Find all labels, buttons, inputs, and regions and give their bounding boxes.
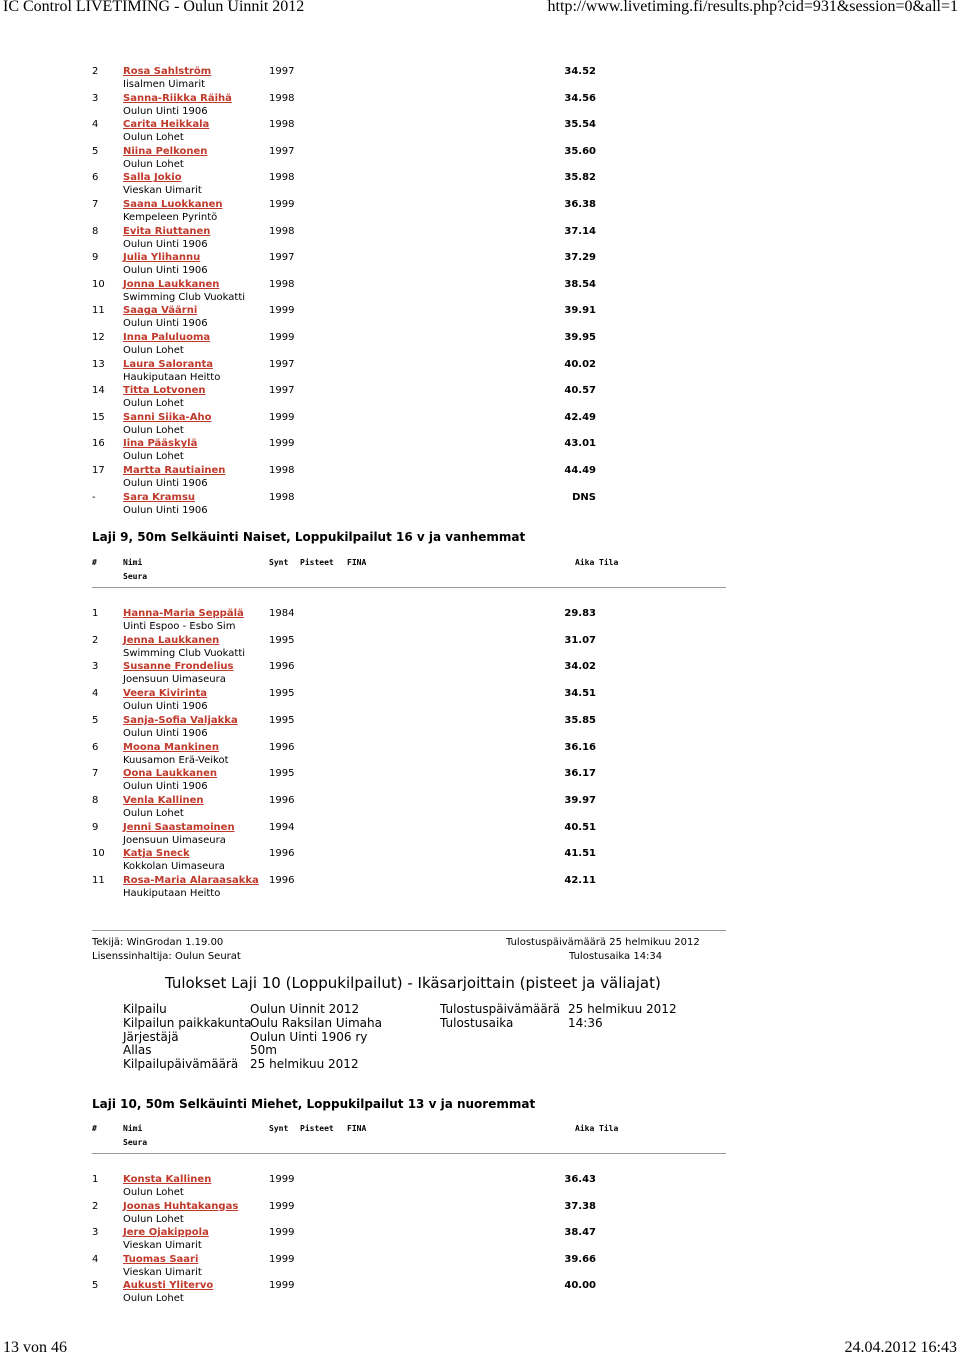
rank: 12: [92, 332, 105, 343]
result-row: [0, 491, 960, 504]
column-name: Nimi: [123, 558, 143, 567]
birth-year: 1999: [269, 1200, 295, 1212]
rank: 10: [92, 848, 105, 860]
result-time: 34.51: [564, 688, 596, 700]
birth-year: 1998: [269, 225, 295, 237]
column-synt: Synt: [269, 1124, 289, 1133]
rank: 10: [92, 278, 105, 290]
result-row: [0, 278, 960, 291]
column-synt: Synt: [269, 558, 289, 567]
result-time: 40.02: [564, 358, 596, 370]
rank: 5: [92, 1280, 99, 1292]
page-counter: 13 von 46: [3, 1339, 67, 1356]
result-time: 40.57: [564, 385, 596, 397]
rank: 3: [92, 92, 99, 104]
birth-year: 1996: [269, 875, 295, 886]
athlete-link[interactable]: Saana Luokkanen: [123, 199, 223, 210]
birth-year: 1999: [269, 411, 295, 423]
result-time: 29.83: [564, 608, 596, 619]
club-name: Oulun Lohet: [123, 1293, 184, 1305]
birth-year: 1994: [269, 821, 295, 833]
result-row: [0, 145, 960, 158]
club-name: Haukiputaan Heitto: [123, 888, 221, 899]
athlete-link[interactable]: Veera Kivirinta: [123, 688, 208, 700]
athlete-link[interactable]: Hanna-Maria Seppälä: [123, 608, 244, 619]
print-date-text: Tulostuspäivämäärä 25 helmikuu 2012: [506, 937, 700, 948]
club-name: Oulun Lohet: [123, 424, 184, 436]
result-row: [0, 118, 960, 131]
rank: 1: [92, 608, 99, 619]
result-time: 39.91: [564, 305, 596, 317]
result-time: 40.00: [564, 1280, 596, 1292]
club-name: Oulun Uinti 1906: [123, 238, 208, 250]
print-time-text: Tulostusaika 14:34: [569, 951, 663, 962]
birth-year: 1995: [269, 688, 295, 700]
athlete-link[interactable]: Susanne Frondelius: [123, 661, 234, 673]
result-time: 44.49: [564, 465, 596, 476]
section-title: Laji 9, 50m Selkäuinti Naiset, Loppukilpailut 16 v ja vanhemmat: [92, 530, 526, 544]
club-name: Oulun Uinti 1906: [123, 727, 208, 739]
result-row: [0, 1200, 960, 1213]
club-name: Oulun Lohet: [123, 451, 184, 463]
result-row: [0, 660, 960, 673]
result-row: [0, 251, 960, 264]
birth-year: 1998: [269, 278, 295, 290]
info-label: Allas: [123, 1043, 152, 1057]
athlete-link[interactable]: Martta Rautiainen: [123, 465, 226, 476]
athlete-link[interactable]: Katja Sneck: [123, 848, 190, 860]
result-time: 31.07: [564, 634, 596, 646]
result-time: DNS: [572, 491, 596, 503]
result-time: 43.01: [564, 438, 596, 450]
athlete-link[interactable]: Carita Heikkala: [123, 119, 210, 131]
header-rule: [92, 587, 726, 588]
birth-year: 1997: [269, 66, 295, 77]
birth-year: 1984: [269, 608, 295, 619]
athlete-link[interactable]: Sanni Siika-Aho: [123, 411, 212, 423]
divider: [92, 930, 726, 931]
result-row: [0, 1279, 960, 1292]
birth-year: 1999: [269, 1253, 295, 1265]
result-row: [0, 767, 960, 780]
info-value: Oulu Raksilan Uimaha: [250, 1016, 382, 1030]
result-row: [0, 464, 960, 477]
rank: 4: [92, 1253, 99, 1265]
result-row: [0, 384, 960, 397]
rank: 2: [92, 634, 99, 646]
athlete-link[interactable]: Venla Kallinen: [123, 794, 204, 806]
athlete-link[interactable]: Salla Jokio: [123, 172, 182, 184]
rank: 3: [92, 661, 99, 673]
athlete-link[interactable]: Sanja-Sofia Valjakka: [123, 714, 238, 726]
athlete-link[interactable]: Jenni Saastamoinen: [123, 821, 235, 833]
info-value: 25 helmikuu 2012: [568, 1002, 677, 1016]
info-label: Kilpailu: [123, 1002, 167, 1016]
result-time: 36.38: [564, 199, 596, 210]
result-row: [0, 225, 960, 238]
info-value: Oulun Uinnit 2012: [250, 1002, 360, 1016]
results-heading: Tulokset Laji 10 (Loppukilpailut) - Ikäsarjoittain (pisteet ja väliajat): [165, 974, 661, 992]
column-fina: FINA: [347, 1124, 367, 1133]
column-aika: Aika: [575, 558, 595, 567]
rank: 11: [92, 305, 105, 317]
browser-title: IC Control LIVETIMING - Oulun Uinnit 2012: [3, 0, 305, 15]
birth-year: 1999: [269, 332, 295, 343]
result-row: [0, 874, 960, 887]
result-row: [0, 198, 960, 211]
result-time: 38.47: [564, 1227, 596, 1239]
result-time: 35.54: [564, 119, 596, 131]
birth-year: 1998: [269, 172, 295, 184]
club-name: Joensuun Uimaseura: [123, 834, 226, 846]
athlete-link[interactable]: Julia Ylihannu: [123, 252, 201, 264]
athlete-link[interactable]: Joonas Huhtakangas: [123, 1200, 239, 1212]
result-row: [0, 607, 960, 620]
browser-url: http://www.livetiming.fi/results.php?cid=931&session=0&all=1: [547, 0, 958, 15]
birth-year: 1996: [269, 848, 295, 860]
athlete-link[interactable]: Niina Pelkonen: [123, 145, 208, 157]
birth-year: 1998: [269, 491, 295, 503]
birth-year: 1999: [269, 305, 295, 317]
athlete-link[interactable]: Sanna-Riikka Räihä: [123, 92, 232, 104]
birth-year: 1996: [269, 741, 295, 753]
birth-year: 1999: [269, 1280, 295, 1292]
result-time: 37.29: [564, 252, 596, 264]
column-pisteet: Pisteet: [300, 558, 334, 567]
result-row: [0, 794, 960, 807]
result-row: [0, 1253, 960, 1266]
athlete-link[interactable]: Inna Paluluoma: [123, 332, 211, 343]
result-row: [0, 634, 960, 647]
result-time: 39.95: [564, 332, 596, 343]
result-row: [0, 92, 960, 105]
licensee-text: Lisenssinhaltija: Oulun Seurat: [92, 951, 241, 962]
club-name: Oulun Uinti 1906: [123, 265, 208, 277]
club-name: Oulun Uinti 1906: [123, 504, 208, 516]
birth-year: 1999: [269, 199, 295, 210]
column-name: Nimi: [123, 1124, 143, 1133]
result-row: [0, 358, 960, 371]
club-name: Kuusamon Erä-Veikot: [123, 754, 229, 766]
result-row: [0, 331, 960, 344]
info-value: 50m: [250, 1043, 277, 1057]
column-hash: #: [92, 1124, 97, 1133]
club-name: Oulun Uinti 1906: [123, 105, 208, 117]
rank: 7: [92, 199, 99, 210]
rank: 4: [92, 688, 99, 700]
club-name: Oulun Lohet: [123, 398, 184, 410]
result-row: [0, 847, 960, 860]
athlete-link[interactable]: Konsta Kallinen: [123, 1174, 212, 1185]
birth-year: 1998: [269, 465, 295, 476]
info-label: Tulostuspäivämäärä: [440, 1002, 561, 1016]
athlete-link[interactable]: Moona Mankinen: [123, 741, 219, 753]
rank: 17: [92, 465, 105, 476]
rank: 6: [92, 172, 99, 184]
result-time: 34.52: [564, 66, 596, 77]
athlete-link[interactable]: Tuomas Saari: [123, 1253, 199, 1265]
rank: 5: [92, 145, 99, 157]
rank: 4: [92, 119, 99, 131]
club-name: Iisalmen Uimarit: [123, 79, 206, 90]
rank: 15: [92, 411, 105, 423]
birth-year: 1999: [269, 438, 295, 450]
athlete-link[interactable]: Rosa Sahlström: [123, 66, 212, 77]
club-name: Swimming Club Vuokatti: [123, 647, 246, 659]
athlete-link[interactable]: Jonna Laukkanen: [123, 278, 220, 290]
club-name: Vieskan Uimarit: [123, 185, 202, 197]
athlete-link[interactable]: Rosa-Maria Alaraasakka: [123, 875, 259, 886]
birth-year: 1996: [269, 661, 295, 673]
rank: 6: [92, 741, 99, 753]
birth-year: 1999: [269, 1174, 295, 1185]
result-row: [0, 1226, 960, 1239]
rank: 11: [92, 875, 105, 886]
result-row: [0, 304, 960, 317]
print-timestamp: 24.04.2012 16:43: [844, 1339, 957, 1356]
result-time: 35.82: [564, 172, 596, 184]
column-tila: Tila: [599, 558, 619, 567]
info-label: Kilpailun paikkakunta: [123, 1016, 252, 1030]
result-time: 37.38: [564, 1200, 596, 1212]
result-time: 42.49: [564, 411, 596, 423]
header-rule: [92, 1153, 726, 1154]
column-seura: Seura: [123, 1138, 148, 1147]
result-row: [0, 65, 960, 78]
result-time: 39.66: [564, 1253, 596, 1265]
club-name: Vieskan Uimarit: [123, 1240, 202, 1252]
info-label: Järjestäjä: [123, 1030, 179, 1044]
club-name: Oulun Uinti 1906: [123, 701, 208, 713]
column-seura: Seura: [123, 572, 148, 581]
result-time: 36.17: [564, 768, 596, 780]
info-value: 25 helmikuu 2012: [250, 1057, 359, 1071]
result-time: 37.14: [564, 225, 596, 237]
rank: 3: [92, 1227, 99, 1239]
result-time: 34.02: [564, 661, 596, 673]
result-time: 35.85: [564, 714, 596, 726]
column-aika: Aika: [575, 1124, 595, 1133]
info-value: Oulun Uinti 1906 ry: [250, 1030, 368, 1044]
club-name: Oulun Lohet: [123, 1187, 184, 1198]
club-name: Kokkolan Uimaseura: [123, 861, 225, 873]
club-name: Haukiputaan Heitto: [123, 371, 221, 383]
athlete-link[interactable]: Titta Lotvonen: [123, 385, 206, 397]
birth-year: 1995: [269, 714, 295, 726]
result-time: 36.43: [564, 1174, 596, 1185]
result-time: 40.51: [564, 821, 596, 833]
rank: 8: [92, 225, 99, 237]
club-name: Vieskan Uimarit: [123, 1266, 202, 1278]
info-value: 14:36: [568, 1016, 603, 1030]
club-name: Oulun Uinti 1906: [123, 478, 208, 489]
club-name: Oulun Lohet: [123, 807, 184, 819]
athlete-link[interactable]: Sara Kramsu: [123, 491, 196, 503]
club-name: Uinti Espoo - Esbo Sim: [123, 621, 236, 632]
rank: 16: [92, 438, 105, 450]
club-name: Kempeleen Pyrintö: [123, 212, 218, 223]
rank: 5: [92, 714, 99, 726]
rank: 1: [92, 1174, 99, 1185]
birth-year: 1995: [269, 768, 295, 780]
section-title: Laji 10, 50m Selkäuinti Miehet, Loppukilpailut 13 v ja nuoremmat: [92, 1097, 536, 1111]
club-name: Joensuun Uimaseura: [123, 674, 226, 686]
club-name: Oulun Uinti 1906: [123, 318, 208, 330]
birth-year: 1998: [269, 119, 295, 131]
rank: 13: [92, 358, 105, 370]
rank: 9: [92, 252, 99, 264]
rank: 14: [92, 385, 105, 397]
rank: 2: [92, 1200, 99, 1212]
result-time: 34.56: [564, 92, 596, 104]
club-name: Oulun Lohet: [123, 158, 184, 170]
birth-year: 1997: [269, 145, 295, 157]
column-fina: FINA: [347, 558, 367, 567]
result-row: [0, 714, 960, 727]
result-row: [0, 411, 960, 424]
athlete-link[interactable]: Saaga Väärni: [123, 305, 198, 317]
column-hash: #: [92, 558, 97, 567]
result-row: [0, 741, 960, 754]
column-tila: Tila: [599, 1124, 619, 1133]
result-row: [0, 437, 960, 450]
maker-text: Tekijä: WinGrodan 1.19.00: [92, 937, 224, 948]
club-name: Swimming Club Vuokatti: [123, 291, 246, 303]
rank: 2: [92, 66, 99, 77]
column-pisteet: Pisteet: [300, 1124, 334, 1133]
athlete-link[interactable]: Iina Pääskylä: [123, 438, 198, 450]
rank: -: [92, 491, 96, 503]
rank: 9: [92, 821, 99, 833]
result-time: 35.60: [564, 145, 596, 157]
club-name: Oulun Lohet: [123, 345, 184, 356]
rank: 8: [92, 794, 99, 806]
athlete-link[interactable]: Laura Saloranta: [123, 358, 213, 370]
athlete-link[interactable]: Aukusti Ylitervo: [123, 1280, 214, 1292]
info-label: Kilpailupäivämäärä: [123, 1057, 239, 1071]
birth-year: 1999: [269, 1227, 295, 1239]
result-row: [0, 171, 960, 184]
result-time: 39.97: [564, 794, 596, 806]
club-name: Oulun Lohet: [123, 132, 184, 144]
athlete-link[interactable]: Oona Laukkanen: [123, 768, 218, 780]
birth-year: 1998: [269, 92, 295, 104]
birth-year: 1995: [269, 634, 295, 646]
athlete-link[interactable]: Evita Riuttanen: [123, 225, 211, 237]
club-name: Oulun Lohet: [123, 1213, 184, 1225]
birth-year: 1997: [269, 385, 295, 397]
result-time: 41.51: [564, 848, 596, 860]
result-row: [0, 821, 960, 834]
rank: 7: [92, 768, 99, 780]
result-row: [0, 687, 960, 700]
result-time: 36.16: [564, 741, 596, 753]
result-row: [0, 1173, 960, 1186]
result-time: 42.11: [564, 875, 596, 886]
birth-year: 1996: [269, 794, 295, 806]
athlete-link[interactable]: Jere Ojakippola: [123, 1227, 209, 1239]
info-label: Tulostusaika: [440, 1016, 514, 1030]
birth-year: 1997: [269, 252, 295, 264]
athlete-link[interactable]: Jenna Laukkanen: [123, 634, 220, 646]
club-name: Oulun Uinti 1906: [123, 781, 208, 793]
birth-year: 1997: [269, 358, 295, 370]
result-time: 38.54: [564, 278, 596, 290]
